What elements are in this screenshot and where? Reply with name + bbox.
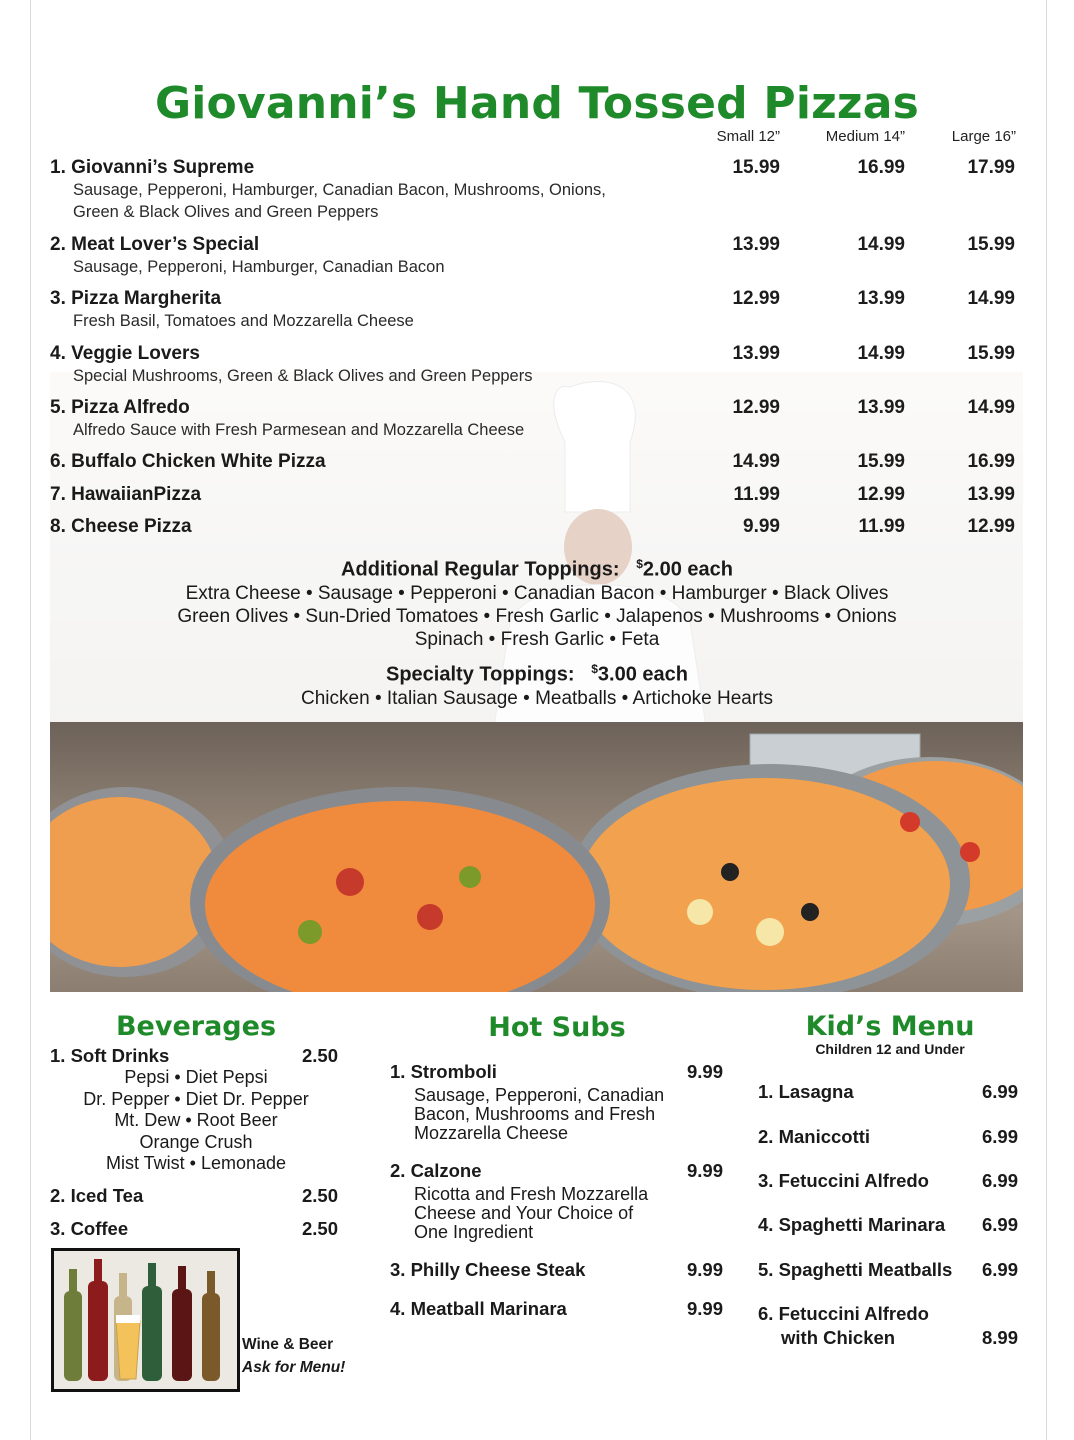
beverage-price: 2.50	[301, 1218, 338, 1239]
beverage-price: 2.50	[301, 1045, 338, 1066]
soft-drink-line: Dr. Pepper • Diet Dr. Pepper	[83, 1088, 309, 1109]
sub-description-line: Cheese and Your Choice of	[414, 1203, 634, 1223]
soft-drink-line: Mt. Dew • Root Beer	[114, 1110, 278, 1130]
price-medium: 13.99	[857, 397, 905, 418]
pizza-name: 8. Cheese Pizza	[50, 516, 192, 537]
soft-drink-line: Orange Crush	[139, 1131, 253, 1152]
kids-menu-title: Kid’s Menu	[805, 1011, 975, 1042]
kids-item-name: 3. Fetuccini Alfredo	[758, 1170, 929, 1191]
price-large: 12.99	[967, 516, 1015, 537]
pizza-name: 2. Meat Lover’s Special	[50, 234, 260, 255]
pizza-item	[50, 234, 1030, 278]
currency-sign: $	[591, 662, 598, 676]
price-medium: 13.99	[857, 288, 905, 309]
kids-item-price: 6.99	[981, 1081, 1018, 1102]
price-small: 13.99	[732, 234, 780, 255]
pizza-item	[50, 343, 1030, 387]
kids-item-name: 2. Maniccotti	[758, 1126, 871, 1147]
size-header-small: Small 12”	[716, 128, 780, 145]
pizza-name: 4. Veggie Lovers	[50, 343, 200, 364]
regular-toppings-heading	[0, 552, 1074, 582]
price-medium: 14.99	[857, 343, 905, 364]
kids-item-price: 6.99	[981, 1170, 1018, 1191]
pizza-name: 5. Pizza Alfredo	[50, 397, 190, 418]
price-small: 11.99	[733, 484, 780, 505]
sub-description-line: Ricotta and Fresh Mozzarella	[414, 1184, 649, 1204]
price-large: 14.99	[967, 397, 1015, 418]
pizza-item	[50, 484, 1030, 506]
pizza-item	[50, 157, 1030, 223]
price-large: 16.99	[967, 451, 1015, 472]
beverage-price: 2.50	[301, 1185, 338, 1206]
specialty-toppings-heading	[0, 657, 1074, 687]
pizza-name: 7. HawaiianPizza	[50, 484, 202, 505]
price-small: 13.99	[732, 343, 780, 364]
sub-description-line: Bacon, Mushrooms and Fresh	[414, 1104, 656, 1124]
price-small: 12.99	[732, 288, 780, 309]
wine-beer-photo	[51, 1248, 240, 1392]
sub-description	[414, 1185, 704, 1242]
price-large: 13.99	[967, 484, 1015, 505]
specialty-toppings-label: Specialty Toppings:	[386, 663, 575, 686]
sub-price: 9.99	[686, 1061, 723, 1082]
price-medium: 11.99	[858, 516, 905, 537]
price-large: 15.99	[967, 234, 1015, 255]
pizza-name: 1. Giovanni’s Supreme	[50, 157, 255, 178]
pizza-item	[50, 288, 1030, 332]
price-small: 14.99	[732, 451, 780, 472]
wine-beer-note: Ask for Menu!	[242, 1359, 346, 1376]
size-header-medium: Medium 14”	[825, 128, 905, 145]
pizza-item	[50, 397, 1030, 441]
pizza-item	[50, 516, 1030, 538]
bottles-illustration	[54, 1251, 237, 1389]
price-medium: 16.99	[857, 157, 905, 178]
sub-description-line: Mozzarella Cheese	[414, 1123, 569, 1143]
kids-item-price: 6.99	[981, 1126, 1018, 1147]
page-edge-right	[1046, 0, 1047, 1440]
beverage-name: 1. Soft Drinks	[50, 1045, 170, 1066]
page-edge-left	[30, 0, 31, 1440]
price-medium: 15.99	[857, 451, 905, 472]
kids-item-name: 4. Spaghetti Marinara	[758, 1214, 946, 1235]
pizza-item	[50, 451, 1030, 473]
toppings-line: Spinach • Fresh Garlic • Feta	[414, 628, 660, 650]
price-large: 17.99	[967, 157, 1015, 178]
beverage-name: 2. Iced Tea	[50, 1185, 144, 1206]
price-medium: 12.99	[857, 484, 905, 505]
sub-name: 4. Meatball Marinara	[390, 1298, 567, 1319]
kids-item-name-line2: with Chicken	[781, 1327, 896, 1348]
regular-toppings-label: Additional Regular Toppings:	[341, 558, 620, 581]
pizza-description: Sausage, Pepperoni, Hamburger, Canadian Bacon, Mushrooms, Onions, Green & Black Olives and Green Peppers	[73, 181, 606, 221]
toppings-line: Green Olives • Sun-Dried Tomatoes • Fresh Garlic • Jalapenos • Mushrooms • Onions	[177, 605, 897, 627]
sub-description	[414, 1086, 704, 1143]
pizza-description: Sausage, Pepperoni, Hamburger, Canadian Bacon	[73, 258, 445, 276]
wine-beer-label: Wine & Beer	[242, 1336, 334, 1353]
price-large: 14.99	[967, 288, 1015, 309]
regular-toppings	[0, 552, 1074, 651]
specialty-toppings-price: 3.00 each	[597, 663, 688, 686]
soft-drink-line: Mist Twist • Lemonade	[105, 1153, 287, 1173]
regular-toppings-price: 2.00 each	[642, 558, 733, 581]
sub-name: 1. Stromboli	[390, 1061, 497, 1082]
sub-description-line: One Ingredient	[414, 1222, 534, 1242]
specialty-toppings	[0, 657, 1074, 710]
sub-price: 9.99	[686, 1160, 723, 1181]
sub-price: 9.99	[686, 1298, 723, 1319]
toppings-line: Extra Cheese • Sausage • Pepperoni • Canadian Bacon • Hamburger • Black Olives	[185, 582, 889, 604]
kids-item-name: 6. Fetuccini Alfredo	[758, 1303, 929, 1324]
price-large: 15.99	[967, 343, 1015, 364]
sub-price: 9.99	[686, 1259, 723, 1280]
sub-description-line: Sausage, Pepperoni, Canadian	[414, 1085, 665, 1105]
kids-item-name: 5. Spaghetti Meatballs	[758, 1259, 953, 1280]
pizza-description: Fresh Basil, Tomatoes and Mozzarella Cheese	[73, 312, 414, 330]
pizza-name: 3. Pizza Margherita	[50, 288, 222, 309]
kids-item-price: 6.99	[981, 1214, 1018, 1235]
sub-name: 2. Calzone	[390, 1160, 482, 1181]
menu-title: Giovanni’s Hand Tossed Pizzas	[154, 78, 920, 129]
soft-drinks-list	[50, 1067, 342, 1175]
kids-menu-subtitle: Children 12 and Under	[815, 1041, 965, 1057]
sub-name: 3. Philly Cheese Steak	[390, 1259, 586, 1280]
price-small: 9.99	[743, 516, 780, 537]
pizza-description: Special Mushrooms, Green & Black Olives and Green Peppers	[73, 367, 533, 385]
currency-sign: $	[636, 557, 643, 571]
soft-drink-line: Pepsi • Diet Pepsi	[124, 1067, 268, 1087]
kids-item-name: 1. Lasagna	[758, 1081, 854, 1102]
toppings-line: Chicken • Italian Sausage • Meatballs • Artichoke Hearts	[301, 687, 773, 709]
price-small: 15.99	[732, 157, 780, 178]
pizza-description: Alfredo Sauce with Fresh Parmesean and Mozzarella Cheese	[73, 421, 525, 439]
kids-item-price: 6.99	[981, 1259, 1018, 1280]
price-small: 12.99	[732, 397, 780, 418]
price-medium: 14.99	[857, 234, 905, 255]
beverages-title: Beverages	[115, 1011, 277, 1042]
beverage-name: 3. Coffee	[50, 1218, 129, 1239]
size-header-large: Large 16”	[951, 128, 1016, 145]
kids-item-price: 8.99	[981, 1327, 1018, 1348]
hot-subs-title: Hot Subs	[488, 1012, 626, 1043]
pizza-name: 6. Buffalo Chicken White Pizza	[50, 451, 326, 472]
